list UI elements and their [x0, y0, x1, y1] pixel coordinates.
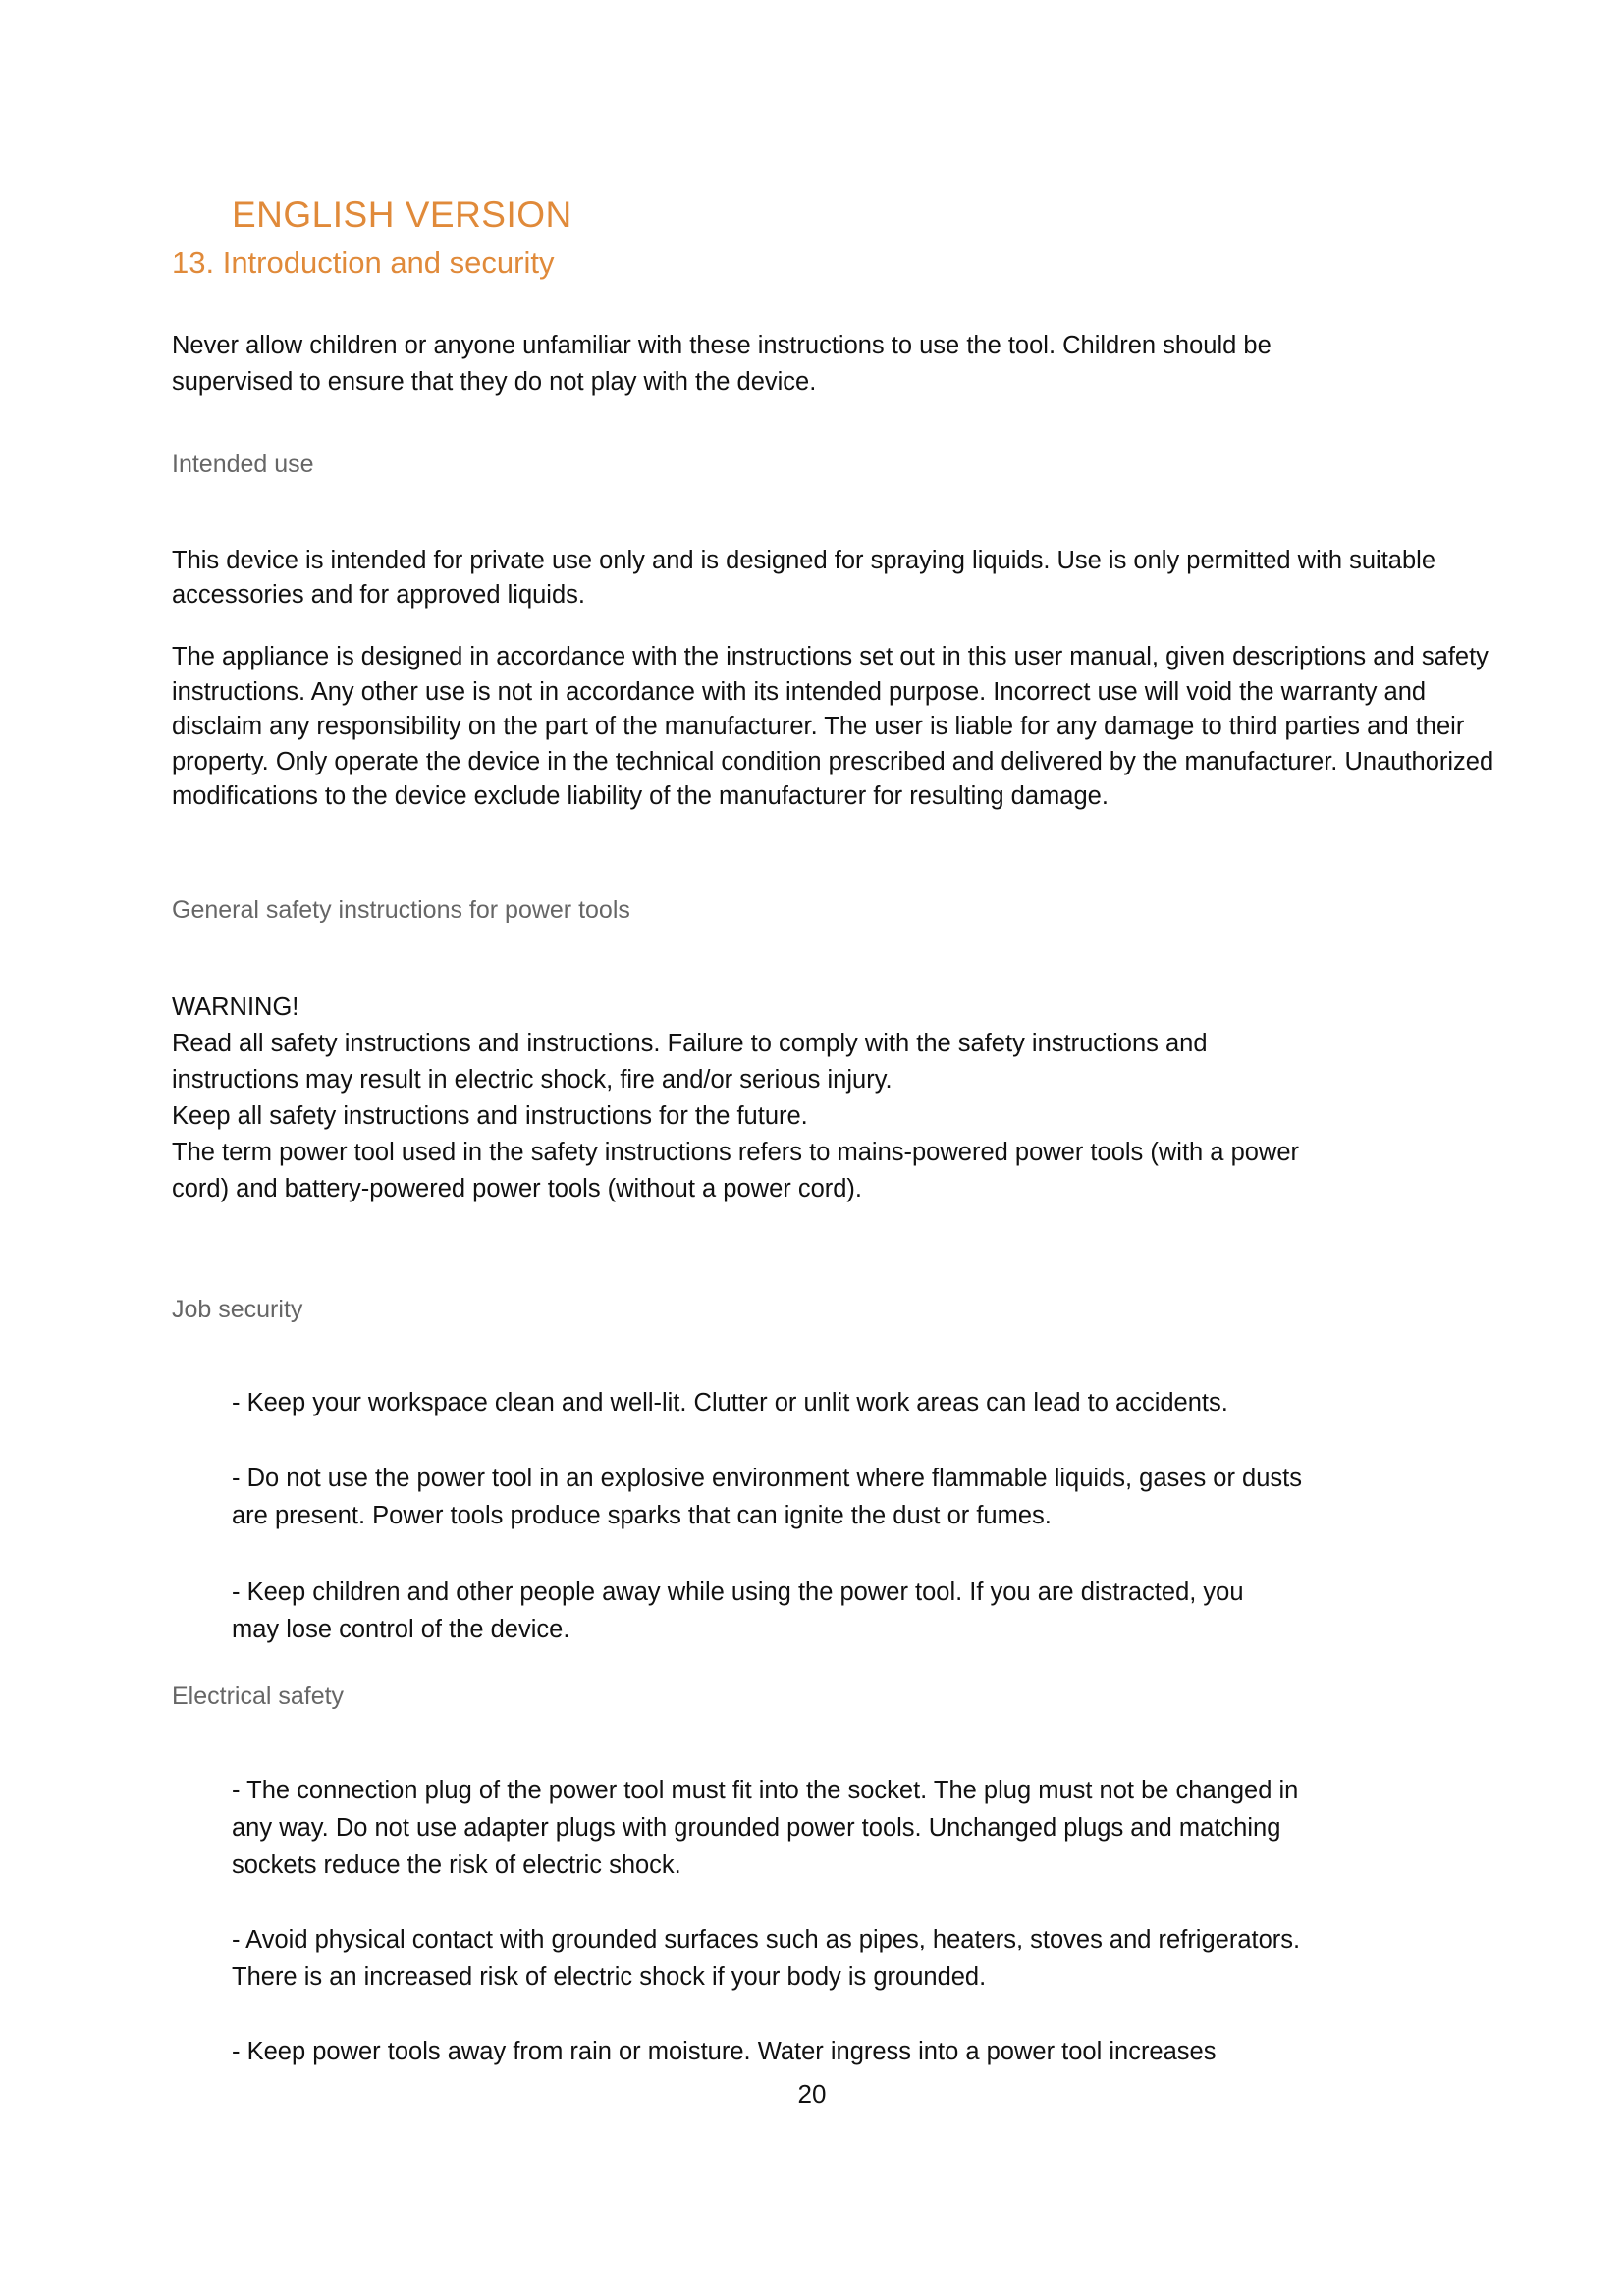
list-item-line: - Avoid physical contact with grounded surfaces such as pipes, heaters, stoves and refrigerators.	[232, 1926, 1301, 1953]
list-item-line: are present. Power tools produce sparks that can ignite the dust or fumes.	[232, 1502, 1052, 1529]
list-item-line: - Do not use the power tool in an explosive environment where flammable liquids, gases or dusts	[232, 1465, 1302, 1492]
list-item-line: sockets reduce the risk of electric shock.	[232, 1851, 681, 1879]
intro-line: Never allow children or anyone unfamiliar with these instructions to use the tool. Children should be	[172, 332, 1272, 359]
intended-use-paragraph-1	[172, 544, 1435, 613]
section-title: 13. Introduction and security	[172, 245, 555, 280]
electrical-safety-item-3	[232, 2033, 1216, 2070]
warning-line: instructions may result in electric shock, fire and/or serious injury.	[172, 1066, 893, 1094]
list-item-line: - Keep power tools away from rain or moisture. Water ingress into a power tool increases	[232, 2038, 1217, 2065]
warning-line: Keep all safety instructions and instructions for the future.	[172, 1102, 808, 1130]
warning-line: Read all safety instructions and instructions. Failure to comply with the safety instructions and	[172, 1030, 1208, 1057]
paragraph-line: disclaim any responsibility on the part of the manufacturer. The user is liable for any damage to third parties and their	[172, 713, 1465, 740]
warning-line: cord) and battery-powered power tools (without a power cord).	[172, 1175, 863, 1202]
paragraph-line: property. Only operate the device in the technical condition prescribed and delivered by the manufacturer. Unauthorized	[172, 747, 1494, 775]
page-number: 20	[797, 2079, 827, 2109]
job-security-item-1	[232, 1384, 1228, 1421]
language-title: ENGLISH VERSION	[232, 194, 572, 235]
paragraph-line: This device is intended for private use only and is designed for spraying liquids. Use is only permitted with suitable	[172, 547, 1436, 574]
paragraph-line: instructions. Any other use is not in accordance with its intended purpose. Incorrect use will void the warranty and	[172, 677, 1427, 706]
job-security-heading: Job security	[172, 1296, 303, 1323]
paragraph-line: modifications to the device exclude liability of the manufacturer for resulting damage.	[172, 782, 1109, 810]
job-security-item-2	[232, 1460, 1302, 1534]
intended-use-paragraph-2	[172, 640, 1493, 815]
intro-line: supervised to ensure that they do not play with the device.	[172, 368, 817, 396]
job-security-item-3	[232, 1574, 1244, 1648]
intro-paragraph	[172, 328, 1272, 400]
electrical-safety-item-1	[232, 1772, 1298, 1884]
list-item-line: - Keep children and other people away while using the power tool. If you are distracted, you	[232, 1578, 1244, 1606]
warning-line: The term power tool used in the safety instructions refers to mains-powered power tools (with a power	[172, 1139, 1300, 1166]
list-item-line: - The connection plug of the power tool must fit into the socket. The plug must not be changed in	[232, 1777, 1299, 1804]
list-item-line: There is an increased risk of electric shock if your body is grounded.	[232, 1963, 987, 1991]
electrical-safety-heading: Electrical safety	[172, 1682, 345, 1710]
warning-label: WARNING!	[172, 993, 299, 1021]
list-item-line: may lose control of the device.	[232, 1616, 570, 1643]
paragraph-line: accessories and for approved liquids.	[172, 581, 585, 609]
list-item-line: any way. Do not use adapter plugs with grounded power tools. Unchanged plugs and matching	[232, 1814, 1281, 1842]
intended-use-heading: Intended use	[172, 451, 314, 478]
electrical-safety-item-2	[232, 1921, 1300, 1996]
general-safety-heading: General safety instructions for power tools	[172, 896, 630, 924]
list-item-line: - Keep your workspace clean and well-lit. Clutter or unlit work areas can lead to accidents.	[232, 1389, 1228, 1416]
paragraph-line: The appliance is designed in accordance with the instructions set out in this user manual, given descriptions and safety	[172, 643, 1489, 670]
warning-block	[172, 989, 1299, 1207]
